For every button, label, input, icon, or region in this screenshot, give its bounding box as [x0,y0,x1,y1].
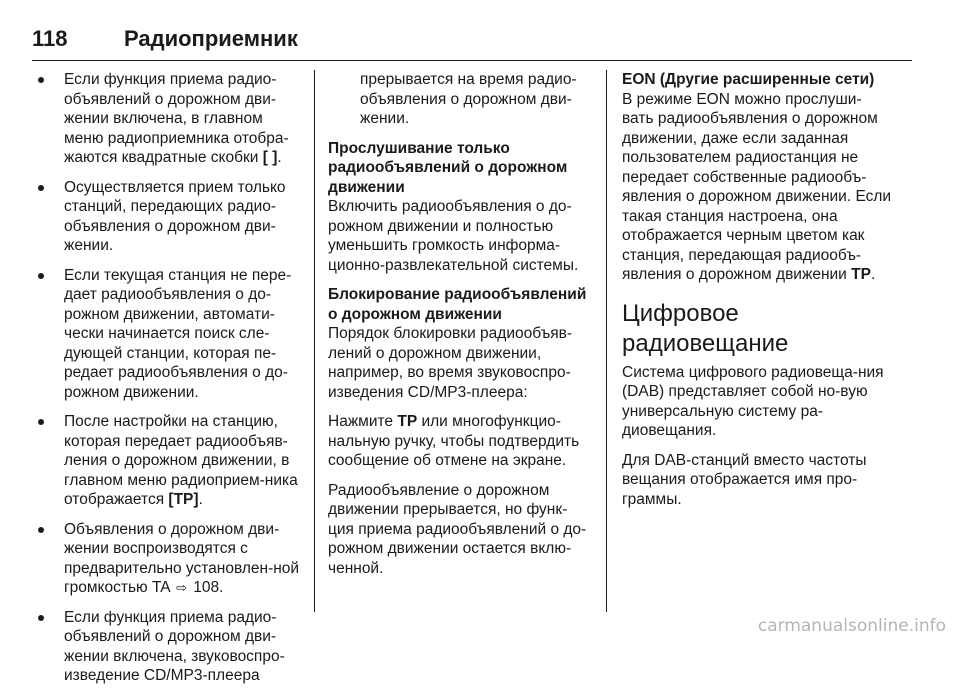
bullet-dot-icon [38,185,44,191]
bullet-after: . [198,491,203,508]
paragraph: Для DAB-станций вместо частоты вещания отображается имя про-граммы. [622,451,867,508]
bullet-dot-icon [38,527,44,533]
bullet-text: Осуществляется прием только станций, передающих радио-объявления о дорожном дви-жении. [64,178,286,254]
section-heading: EON (Другие расширенные сети) [622,71,875,88]
bullet-bold: [ ] [262,149,278,166]
bullet-item [32,70,302,168]
column-left [32,70,302,696]
bullet-item [32,608,302,686]
paragraph [622,90,892,285]
paragraph-text: или многофункцио-нальную ручку, чтобы подтвердить сообщение об отмене на экране. [328,413,580,469]
bullet-dot-icon [38,419,44,425]
paragraph-text: Нажмите [328,413,398,430]
paragraph: Радиообъявление о дорожном движении прерывается, но функ-ция приема радиообъявлений о до-рожном движении остается вклю-ченной. [328,481,587,577]
column-divider [606,70,607,612]
chapter-heading: Цифровое радиовещание [622,299,789,357]
page-title: Радиоприемник [124,26,298,51]
bullet-dot-icon [38,273,44,279]
paragraph: Включить радиообъявления о до-рожном движении и полностью уменьшить громкость информа-ционно-развлекательной системы. [328,198,579,274]
page-number: 118 [32,26,68,51]
paragraph-text: В режиме EON можно прослуши-вать радиообъявления о дорожном движении, даже если заданная пользователем радиостанция не передает собственные радиообъ-явления о дорожном движении. Если такая станция настроена, она отображается черным цветом как станция, передающая радиообъ-явления о дорожном движении [622,90,892,283]
bullet-item [32,178,302,256]
bullet-text: Если текущая станция не пере-дает радиообъявления о до-рожном движении, автомати-чески начинается поиск сле-дующей станции, которая пе-редает радиообъявления о до-рожном движении. [64,266,292,401]
page-reference[interactable]: 108. [189,579,224,596]
page-reference-arrow-icon: ⇨ [176,580,187,595]
bullet-dot-icon [38,77,44,83]
bullet-after: . [277,149,282,166]
bullet-item [32,520,302,598]
bullet-text: Если функция приема радио-объявлений о дорожном дви-жении включена, звуковоспро-изведение CD/MP3-плеера [64,608,285,684]
column-right [622,70,892,519]
bullet-text: Если функция приема радио-объявлений о дорожном дви-жении включена, в главном меню радиоприемника отобра-жаются квадратные скобки [64,71,289,166]
bullet-text: Объявления о дорожном дви-жении воспроизводятся с предварительно установлен-ной громкостью TA [64,520,300,596]
page-header [32,24,912,61]
column-divider [314,70,315,612]
continuation-text: прерывается на время радио-объявления о дорожном дви-жении. [360,71,577,127]
bullet-item [32,266,302,403]
bullet-bold: [TP] [168,491,199,508]
paragraph-text: . [870,266,876,283]
bullet-dot-icon [38,615,44,621]
section-heading: Прослушивание только радиообъявлений о дорожном движении [328,139,568,196]
paragraph [328,412,592,471]
bullet-item [32,412,302,510]
section-heading: Блокирование радиообъявлений о дорожном движении [328,286,587,323]
button-reference: TP [851,266,871,283]
watermark: carmanualsonline.info [757,616,946,636]
bullet-text: После настройки на станцию, которая передает радиообъяв-ления о дорожном движении, в главном меню радиоприем-ника отображается [64,413,298,508]
paragraph: Порядок блокировки радиообъяв-лений о дорожном движении, например, во время звуковоспро-изведения CD/MP3-плеера: [328,325,573,401]
paragraph: Система цифрового радиовеща-ния (DAB) представляет собой но-вую универсальную систему ра-диовещания. [622,363,884,439]
column-middle [328,70,592,588]
button-reference: TP [397,413,418,430]
